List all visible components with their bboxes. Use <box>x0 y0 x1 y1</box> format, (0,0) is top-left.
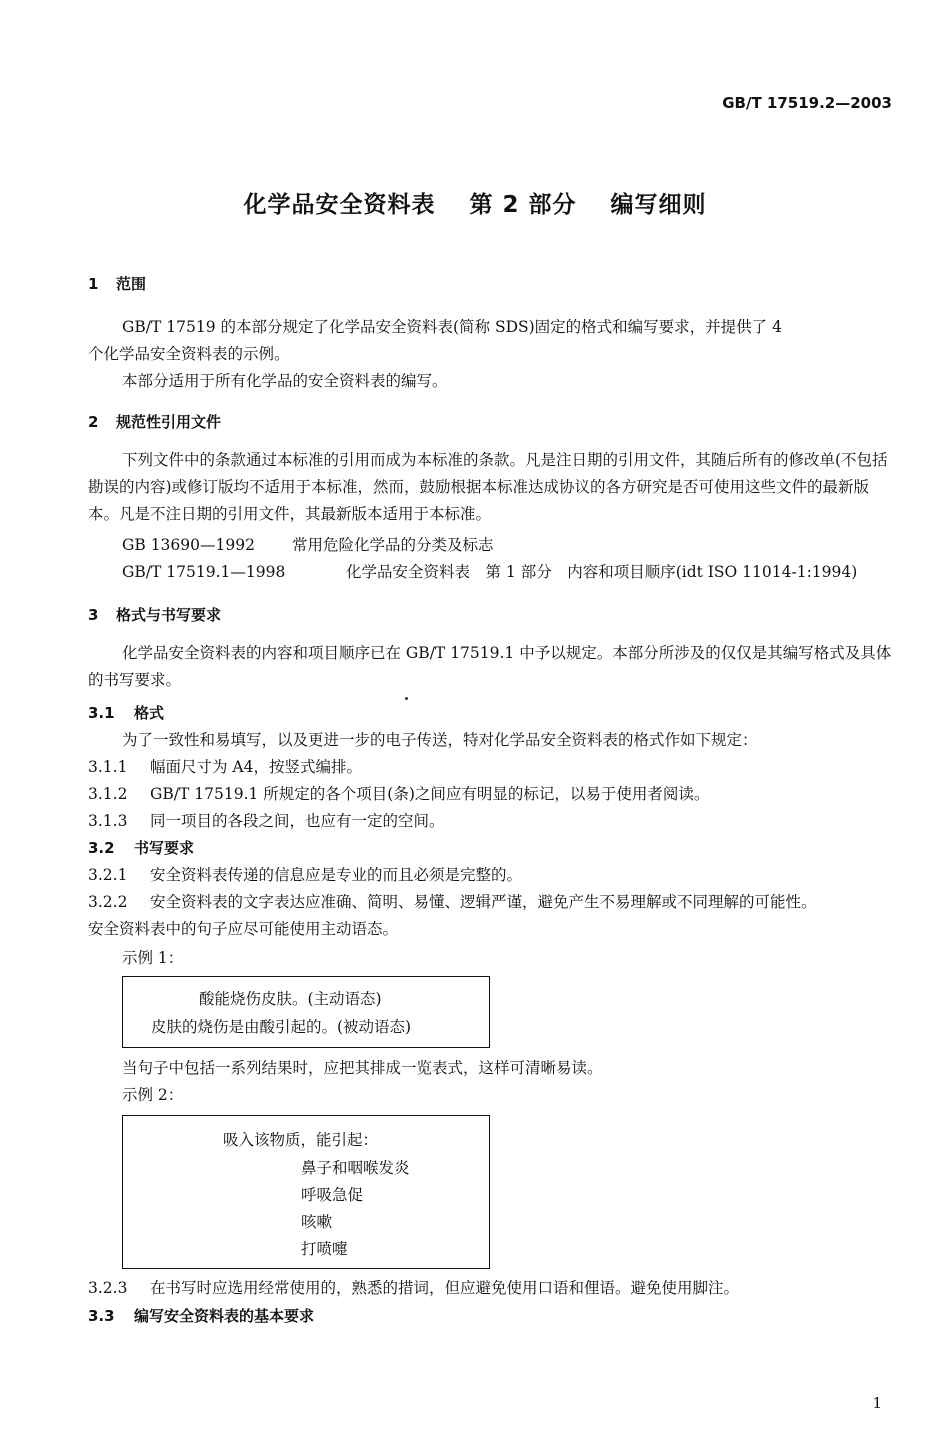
reference-1: GB 13690—1992 常用危险化学品的分类及标志 <box>122 536 494 554</box>
list-note: 当句子中包括一系列结果时，应把其排成一览表式，这样可清晰易读。 <box>122 1059 603 1077</box>
clause-3-2-1: 3.2.1 安全资料表传递的信息应是专业的而且必须是完整的。 <box>88 866 523 884</box>
example-2-item: 打喷嚏 <box>301 1240 348 1258</box>
standard-code: GB/T 17519.2—2003 <box>722 94 892 112</box>
example-1-line-2: 皮肤的烧伤是由酸引起的。(被动语态) <box>151 1018 412 1036</box>
section-3-1-heading: 3.1 格式 <box>88 704 165 722</box>
example-2-item: 呼吸急促 <box>301 1186 364 1204</box>
section-2-para-1: 下列文件中的条款通过本标准的引用而成为本标准的条款。凡是注日期的引用文件，其随后所有的修改单(不包括勘误的内容)或修订版均不适用于本标准，然而，鼓励根据本标准达成协议的各方研究是否可使用这些文件的最新版本。凡是不注日期的引用文件，其最新版本适用于本标准。 <box>88 451 888 523</box>
section-3-heading: 3 格式与书写要求 <box>88 606 222 624</box>
example-2-intro: 吸入该物质，能引起： <box>223 1131 379 1149</box>
clause-3-1-1: 3.1.1 幅面尺寸为 A4，按竖式编排。 <box>88 758 362 776</box>
example-2-item: 鼻子和咽喉发炎 <box>301 1159 410 1177</box>
clause-3-2-3: 3.2.3 在书写时应选用经常使用的，熟悉的措词，但应避免使用口语和俚语。避免使用脚注。 <box>88 1279 740 1297</box>
example-2-box <box>122 1115 490 1269</box>
clause-3-2-2: 3.2.2 安全资料表的文字表达应准确、简明、易懂、逻辑严谨，避免产生不易理解或不同理解的可能性。 <box>88 893 817 911</box>
section-3-para-1: 化学品安全资料表的内容和项目顺序已在 GB/T 17519.1 中予以规定。本部分所涉及的仅仅是其编写格式及具体的书写要求。 <box>88 644 892 689</box>
clause-3-2-2-line-2: 安全资料表中的句子应尽可能使用主动语态。 <box>88 920 399 938</box>
title-part1: 化学品安全资料表 <box>243 192 436 218</box>
section-2-heading: 2 规范性引用文件 <box>88 413 222 431</box>
section-1-heading: 1 范围 <box>88 275 147 293</box>
example-2-item: 咳嗽 <box>301 1213 333 1231</box>
stray-dot <box>405 697 408 700</box>
title-part3: 编写细则 <box>610 192 707 218</box>
example-2-label: 示例 2： <box>122 1086 184 1104</box>
page-number: 1 <box>872 1394 882 1412</box>
reference-2: GB/T 17519.1—1998 化学品安全资料表 第 1 部分 内容和项目顺序(idt ISO 11014-1:1994) <box>122 563 858 581</box>
clause-3-1-3: 3.1.3 同一项目的各段之间，也应有一定的空间。 <box>88 812 445 830</box>
section-3-3-heading: 3.3 编写安全资料表的基本要求 <box>88 1307 315 1325</box>
document-title <box>0 186 950 219</box>
example-1-box <box>122 976 490 1048</box>
example-1-label: 示例 1： <box>122 949 184 967</box>
section-1-para-1-line-1: GB/T 17519 的本部分规定了化学品安全资料表(简称 SDS)固定的格式和编写要求，并提供了 4 <box>122 318 782 336</box>
clause-3-1-2: 3.1.2 GB/T 17519.1 所规定的各个项目(条)之间应有明显的标记，以易于使用者阅读。 <box>88 785 710 803</box>
section-1-para-2: 本部分适用于所有化学品的安全资料表的编写。 <box>122 372 448 390</box>
example-1-line-1: 酸能烧伤皮肤。(主动语态) <box>199 990 382 1008</box>
section-3-1-intro: 为了一致性和易填写，以及更进一步的电子传送，特对化学品安全资料表的格式作如下规定： <box>122 731 758 749</box>
title-part2: 第 2 部分 <box>469 192 577 218</box>
section-1-para-1-line-2: 个化学品安全资料表的示例。 <box>88 345 290 363</box>
section-3-2-heading: 3.2 书写要求 <box>88 839 195 857</box>
